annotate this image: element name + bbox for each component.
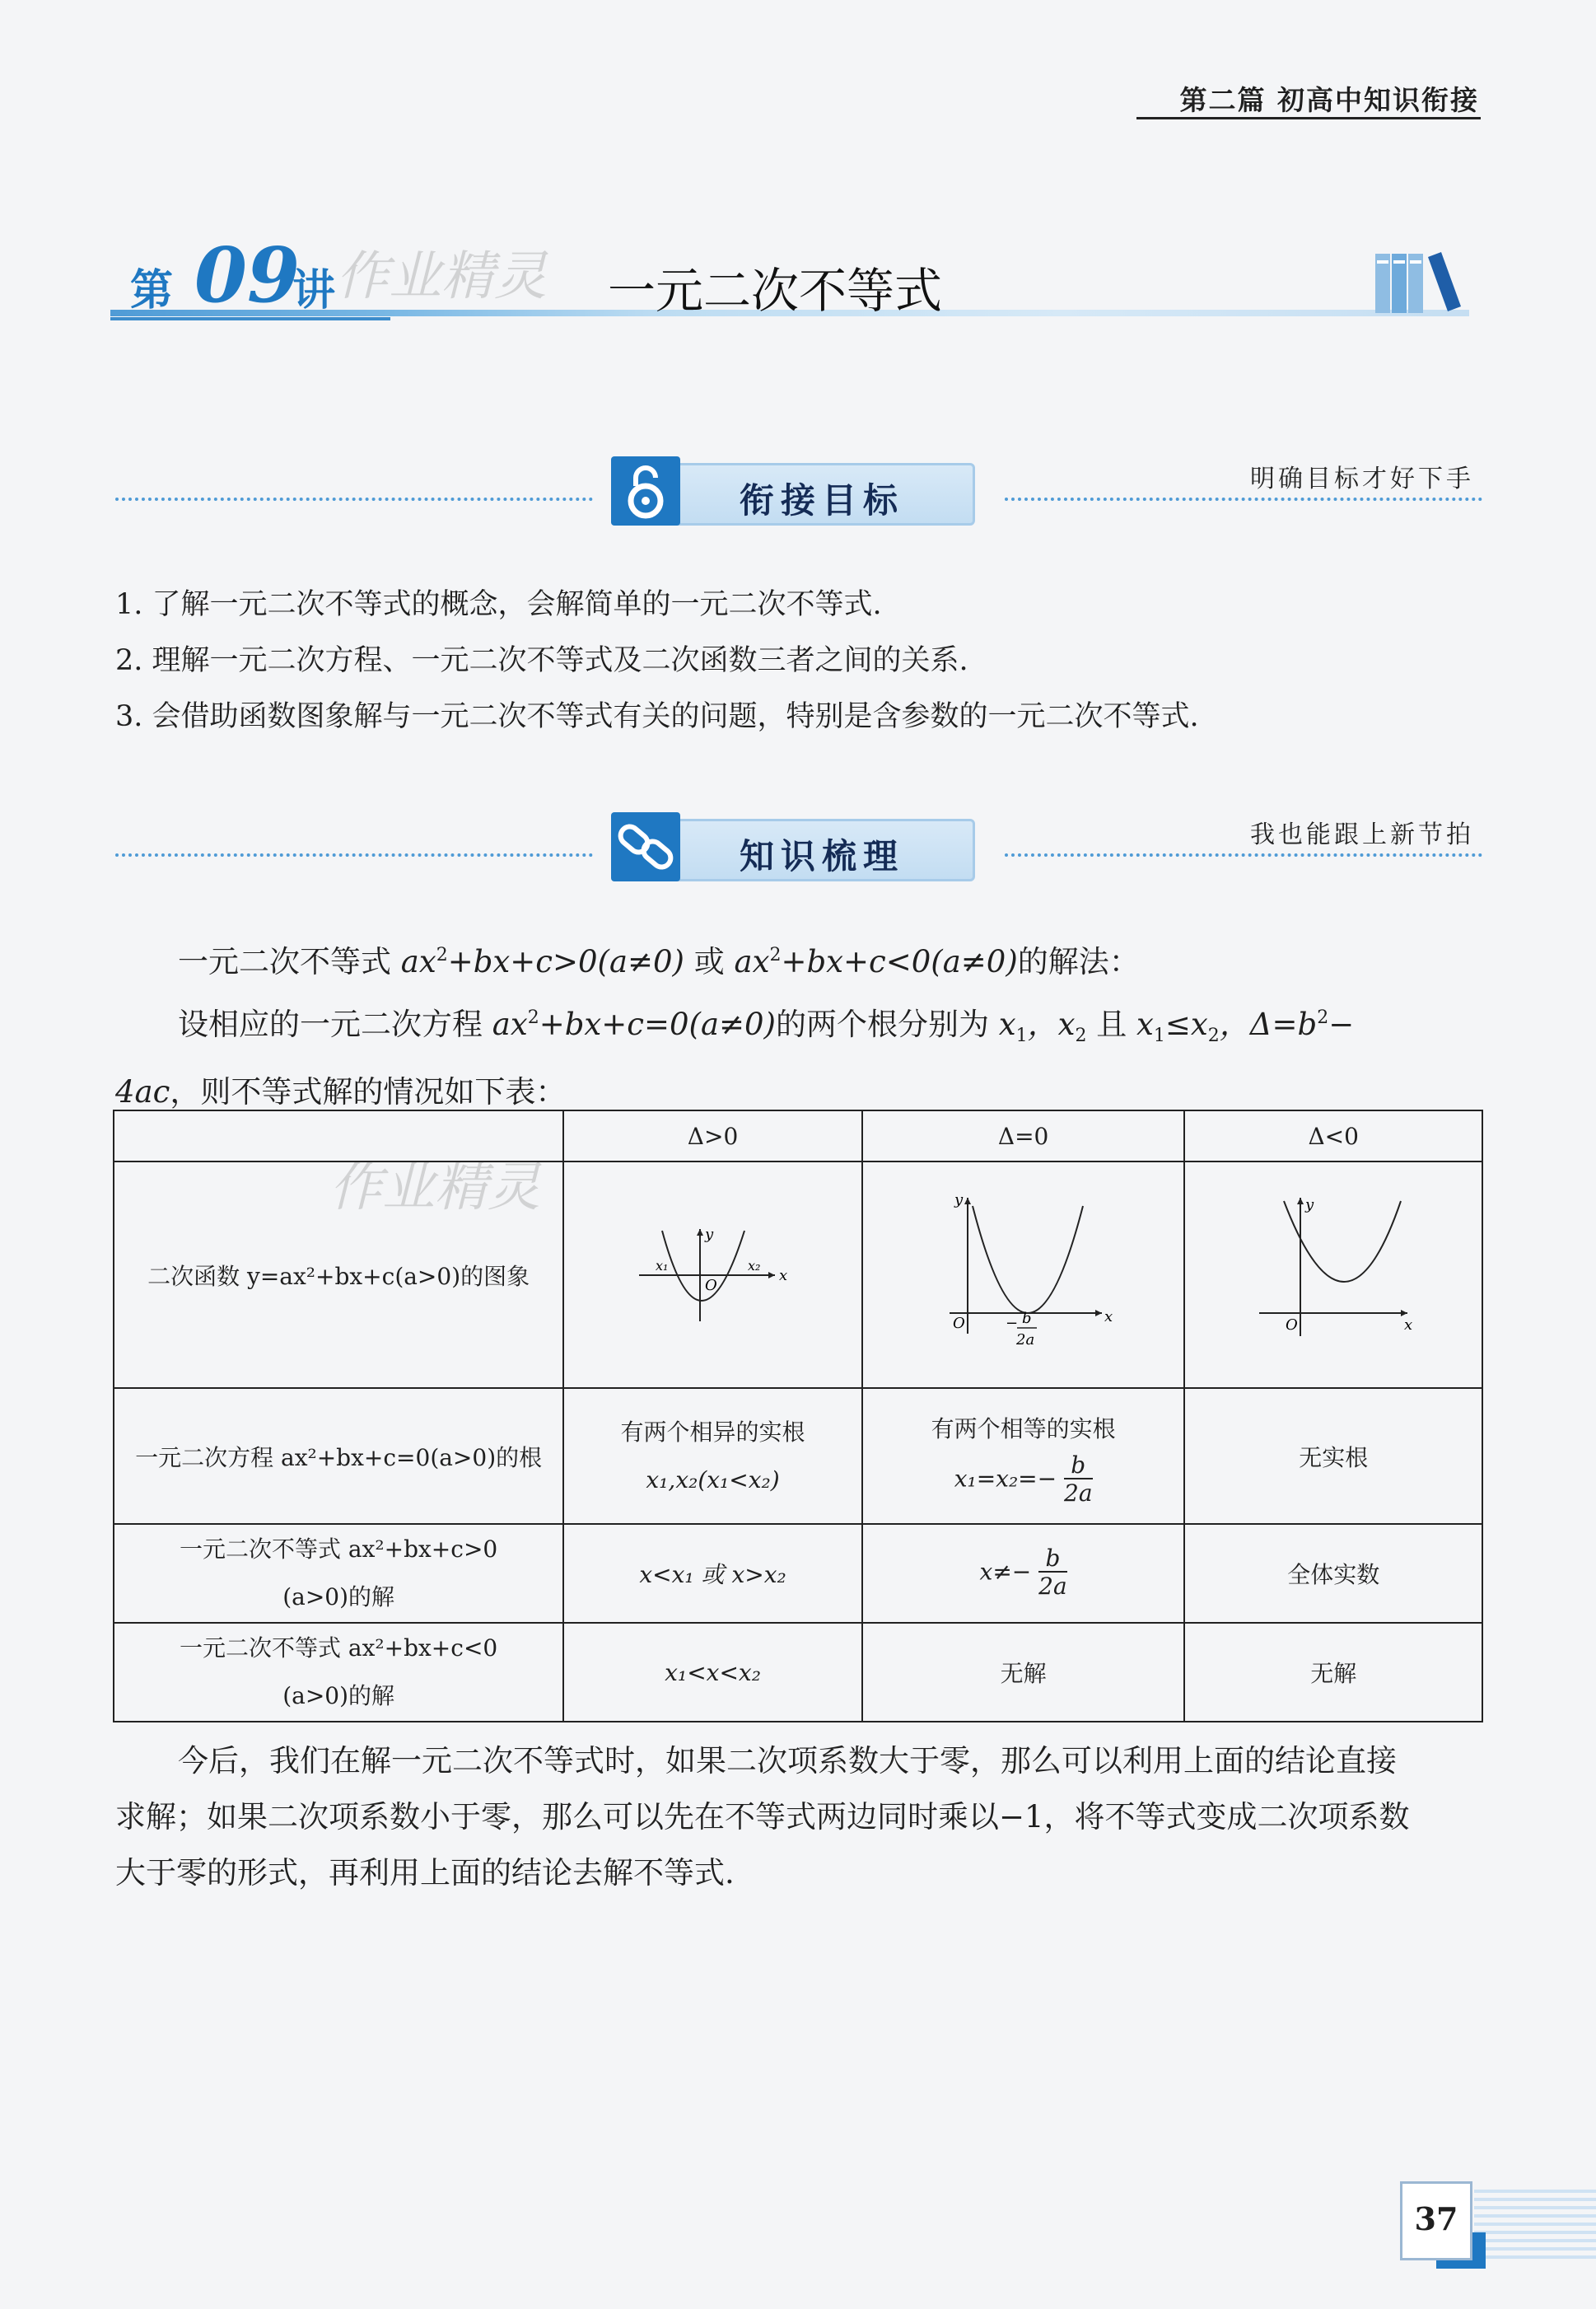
conclusion-line: 今后，我们在解一元二次不等式时，如果二次项系数大于零，那么可以利用上面的结论直接 — [178, 1743, 1397, 1778]
parabola-two-roots-graph — [631, 1214, 796, 1330]
vertex-frac-num: b — [1021, 1310, 1032, 1327]
roots-zero-text: 有两个相等的实根 — [931, 1414, 1116, 1442]
section-label: 知识梳理 — [739, 836, 904, 876]
part-title: 第二篇 初高中知识衔接 — [1179, 84, 1479, 116]
table-header: Δ<0 — [1184, 1110, 1482, 1162]
origin-label: O — [1286, 1316, 1298, 1334]
lock-icon — [611, 456, 680, 526]
dotted-rule-right — [1005, 498, 1482, 501]
x-axis-label: x — [1104, 1308, 1113, 1325]
frac-den: 2a — [1038, 1573, 1067, 1600]
row-label-line: (a>0)的解 — [282, 1583, 395, 1610]
fraction — [1038, 1546, 1067, 1601]
table-row-roots — [114, 1388, 1482, 1524]
lecture-prefix: 第 — [130, 266, 174, 316]
fraction — [1064, 1453, 1093, 1507]
table-header: Δ>0 — [563, 1110, 862, 1162]
y-axis-label: y — [954, 1191, 963, 1208]
solution-table — [113, 1110, 1483, 1722]
intro-text: ，则不等式解的情况如下表： — [170, 1074, 567, 1110]
root2-label: x₂ — [747, 1258, 760, 1274]
intro-line-2 — [115, 990, 1482, 1064]
row-label-line: (a>0)的解 — [282, 1682, 395, 1709]
gt-zero-cell — [862, 1524, 1185, 1623]
objectives-list — [115, 577, 1482, 745]
lecture-title: 一元二次不等式 — [608, 263, 943, 319]
row-label-line: 一元二次不等式 ax²+bx+c<0 — [180, 1634, 498, 1662]
section-objectives — [115, 456, 1482, 526]
row-label-line: 一元二次不等式 ax²+bx+c>0 — [180, 1535, 498, 1563]
roots-zero-formula-line — [863, 1453, 1184, 1507]
section-label-box — [669, 463, 975, 526]
intro-text: 且 — [1096, 1007, 1137, 1042]
link-icon — [611, 812, 680, 881]
roots-zero-cell — [862, 1388, 1185, 1524]
section-badge — [611, 812, 980, 881]
lecture-suffix: 讲 — [292, 266, 336, 316]
section-knowledge — [115, 812, 1482, 881]
gt-pos-cell: x<x₁ 或 x>x₂ — [563, 1524, 862, 1623]
graph-cell-neg — [1184, 1162, 1482, 1388]
lt-pos-cell: x₁<x<x₂ — [563, 1623, 862, 1722]
discriminant-formula: $x_1\le x_2$，$\Delta=b^2-$ — [1136, 1007, 1355, 1046]
section-label: 衔接目标 — [739, 480, 904, 521]
roots-pos-formula: x₁,x₂(x₁<x₂) — [646, 1465, 780, 1493]
section-badge — [611, 456, 980, 526]
row-label — [114, 1524, 563, 1623]
inequality-formula: $ax^2+bx+c<0(a\ne 0)$ — [734, 944, 1018, 979]
table-header: Δ=0 — [862, 1110, 1185, 1162]
vertex-minus-sign: − — [1005, 1315, 1018, 1332]
conclusion-line: 大于零的形式，再利用上面的结论去解不等式. — [115, 1855, 735, 1891]
roots-neg-cell: 无实根 — [1184, 1388, 1482, 1524]
intro-text: 一元二次不等式 — [178, 944, 401, 979]
header-rule — [1136, 117, 1481, 119]
discriminant-formula-cont: 4ac — [115, 1074, 170, 1110]
parabola-no-root-graph — [1251, 1190, 1416, 1354]
parabola-one-root-graph — [933, 1190, 1114, 1354]
row-label: 一元二次方程 ax²+bx+c=0(a>0)的根 — [114, 1388, 563, 1524]
roots-formula: $x_1$，$x_2$ — [998, 1007, 1087, 1046]
roots-pos-text: 有两个相异的实根 — [620, 1418, 805, 1446]
roots-zero-formula: x₁=x₂=− — [954, 1465, 1057, 1492]
table-header-row — [114, 1110, 1482, 1162]
frac-den: 2a — [1064, 1479, 1093, 1507]
root1-label: x₁ — [655, 1258, 668, 1274]
objective-item: 1. 了解一元二次不等式的概念，会解简单的一元二次不等式. — [115, 588, 882, 621]
dotted-rule-left — [115, 853, 593, 857]
or-word: 或 — [684, 944, 735, 979]
page-number: 37 — [1400, 2181, 1472, 2260]
lt-neg-cell: 无解 — [1184, 1623, 1482, 1722]
vertex-frac-den: 2a — [1015, 1331, 1034, 1348]
lecture-heading — [130, 231, 1464, 338]
dotted-rule-right — [1005, 853, 1482, 857]
table-row-lt — [114, 1623, 1482, 1722]
intro-text: 的两个根分别为 — [776, 1007, 999, 1042]
conclusion-line: 求解；如果二次项系数小于零，那么可以先在不等式两边同时乘以−1，将不等式变成二次项系数 — [115, 1799, 1410, 1835]
books-icon — [1374, 249, 1464, 315]
gt-zero-formula: x≠− — [979, 1558, 1032, 1586]
frac-num: b — [1038, 1546, 1067, 1573]
table-row-gt — [114, 1524, 1482, 1623]
intro-text: 的解法： — [1017, 944, 1140, 979]
conclusion-paragraph — [115, 1733, 1482, 1901]
y-axis-label: y — [704, 1226, 713, 1243]
gt-neg-cell: 全体实数 — [1184, 1524, 1482, 1623]
roots-pos-cell — [563, 1388, 862, 1524]
origin-label: O — [952, 1315, 965, 1332]
section-label-box — [669, 819, 975, 881]
section-tag: 我也能跟上新节拍 — [1250, 820, 1474, 849]
x-axis-label: x — [1404, 1316, 1413, 1334]
watermark-top: 作业精灵 — [336, 246, 547, 307]
page-number-decoration — [1474, 2185, 1596, 2259]
table-row-graph — [114, 1162, 1482, 1388]
section-icon-box — [611, 812, 680, 881]
dotted-rule-left — [115, 498, 593, 501]
section-tag: 明确目标才好下手 — [1250, 465, 1474, 493]
intro-line-1 — [115, 928, 1482, 990]
y-axis-label: y — [1305, 1196, 1314, 1213]
intro-text: 设相应的一元二次方程 — [178, 1007, 492, 1042]
intro-paragraph — [115, 928, 1482, 1120]
equation-formula: $ax^2+bx+c=0(a\ne 0)$ — [492, 1007, 776, 1042]
table-corner — [114, 1110, 563, 1162]
lecture-number: 09 — [194, 231, 301, 320]
section-icon-box — [611, 456, 680, 526]
graph-cell-pos — [563, 1162, 862, 1388]
graph-cell-zero — [862, 1162, 1185, 1388]
frac-num: b — [1064, 1453, 1093, 1479]
lt-zero-cell: 无解 — [862, 1623, 1185, 1722]
objective-item: 2. 理解一元二次方程、一元二次不等式及二次函数三者之间的关系. — [115, 644, 968, 677]
watermark-table: 作业精灵 — [329, 1157, 540, 1218]
inequality-formula: $ax^2+bx+c>0(a\ne 0)$ — [400, 944, 684, 979]
objective-item: 3. 会借助函数图象解与一元二次不等式有关的问题，特别是含参数的一元二次不等式. — [115, 700, 1199, 733]
x-axis-label: x — [778, 1267, 787, 1284]
row-label — [114, 1623, 563, 1722]
origin-label: O — [704, 1277, 717, 1294]
row-label: 二次函数 y=ax²+bx+c(a>0)的图象 — [114, 1162, 563, 1388]
